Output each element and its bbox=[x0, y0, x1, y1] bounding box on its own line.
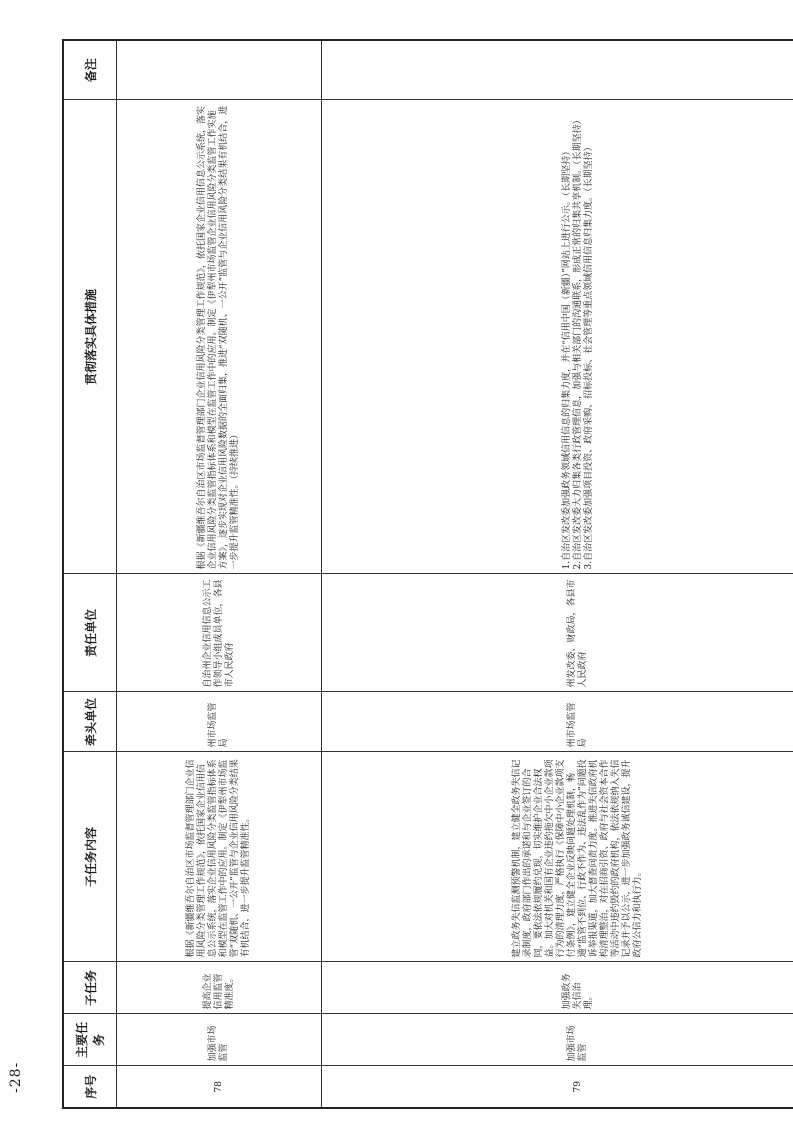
row-measures: 1.自治区发改委加强政务领域信用信息的归集力度，并在“信用中国（新疆）”网站上进行公示。（长期坚持） 2.自治区发改委大力归集各类行政管理信息，加强与相关部门的沟通联系，形成正常的归集共享机制。（长期坚持） 3.自治区发改委加强项目投资、政府采购、招标投标、社会管理等重点领域信用信息归集力度。（长期坚持） bbox=[322, 100, 793, 574]
header-row bbox=[63, 40, 117, 1108]
row-sub-content: 根据《新疆维吾尔自治区市场监督管理部门企业信用风险分类管理工作规范》，依托国家企业信用信息公示系统，落实企业信用风险分类监管指标体系和模型在监管工作中的应用。制定《伊犁州市场监管“双随机、一公开”监管与企业信用风险分类结果有机结合，进一步提升监管精准性。 bbox=[117, 752, 322, 962]
row-remarks bbox=[322, 40, 793, 100]
row-sub-task: 加强政务失信治理。 bbox=[322, 962, 793, 1014]
row-seq: 78 bbox=[117, 1066, 322, 1108]
table-row bbox=[322, 40, 793, 1108]
row-sub-content: 建立政务失信监测预警机制，建立健全政务失信记录制度，政府部门作出的承诺和与企业签订的合同，要依法依规履约兑现，切实维护企业合法权益。加大对机关和国有企业违约拖欠中小企业款项行为的清理力度，严格执行《保障中小企业款项支付条例》，建立健全企业反映问题处理机制，畅通“监管不到位、行政不作为、违法乱作为”问题投诉举报渠道，加大督查问责力度。推进失信政府机构清理整治，对在招商引资、政府与社会资本合作等活动中违约毁约的政府机构，依法依规纳入失信记录并予以公示，进一步加强政务诚信建设，提升政府公信力和执行力。 bbox=[322, 752, 793, 962]
header-seq: 序号 bbox=[63, 1066, 117, 1108]
row-lead-unit: 州市场监管局 bbox=[117, 692, 322, 752]
header-sub-task: 子任务 bbox=[63, 962, 117, 1014]
row-seq: 79 bbox=[322, 1066, 793, 1108]
row-sub-task: 提高企业信用监管精准度。 bbox=[117, 962, 322, 1014]
table-row bbox=[117, 40, 322, 1108]
row-lead-unit: 州市场监管局 bbox=[322, 692, 793, 752]
header-measures: 贯彻落实具体措施 bbox=[63, 100, 117, 574]
row-main-task: 加强市场监管 bbox=[117, 1014, 322, 1066]
row-resp-unit: 自治州企业信用信息公示工作领导小组成员单位，各县市人民政府 bbox=[117, 574, 322, 692]
measures-table bbox=[62, 39, 793, 1109]
header-resp-unit: 责任单位 bbox=[63, 574, 117, 692]
row-remarks bbox=[117, 40, 322, 100]
row-resp-unit: 州发改委、财政局，各县市人民政府 bbox=[322, 574, 793, 692]
header-remarks: 备注 bbox=[63, 40, 117, 100]
row-measures: 根据《新疆维吾尔自治区市场监督管理部门企业信用风险分类管理工作规范》，依托国家企业信用信息公示系统，落实企业信用风险分类监管指标体系和模型在监管工作中的应用。制定《伊犁州市场监管企业信用风险分类监管工作实施方案》，逐步实现对企业信用风险数据的全面归集，推进“双随机、一公开”监管与企业信用风险分类结果有机结合，进一步提升监管精准性。（持续推进） bbox=[117, 100, 322, 574]
header-lead-unit: 牵头单位 bbox=[63, 692, 117, 752]
row-main-task: 加强市场监管 bbox=[322, 1014, 793, 1066]
header-main-task: 主要任务 bbox=[63, 1014, 117, 1066]
page-number: -28- bbox=[8, 1061, 24, 1093]
header-sub-content: 子任务内容 bbox=[63, 752, 117, 962]
